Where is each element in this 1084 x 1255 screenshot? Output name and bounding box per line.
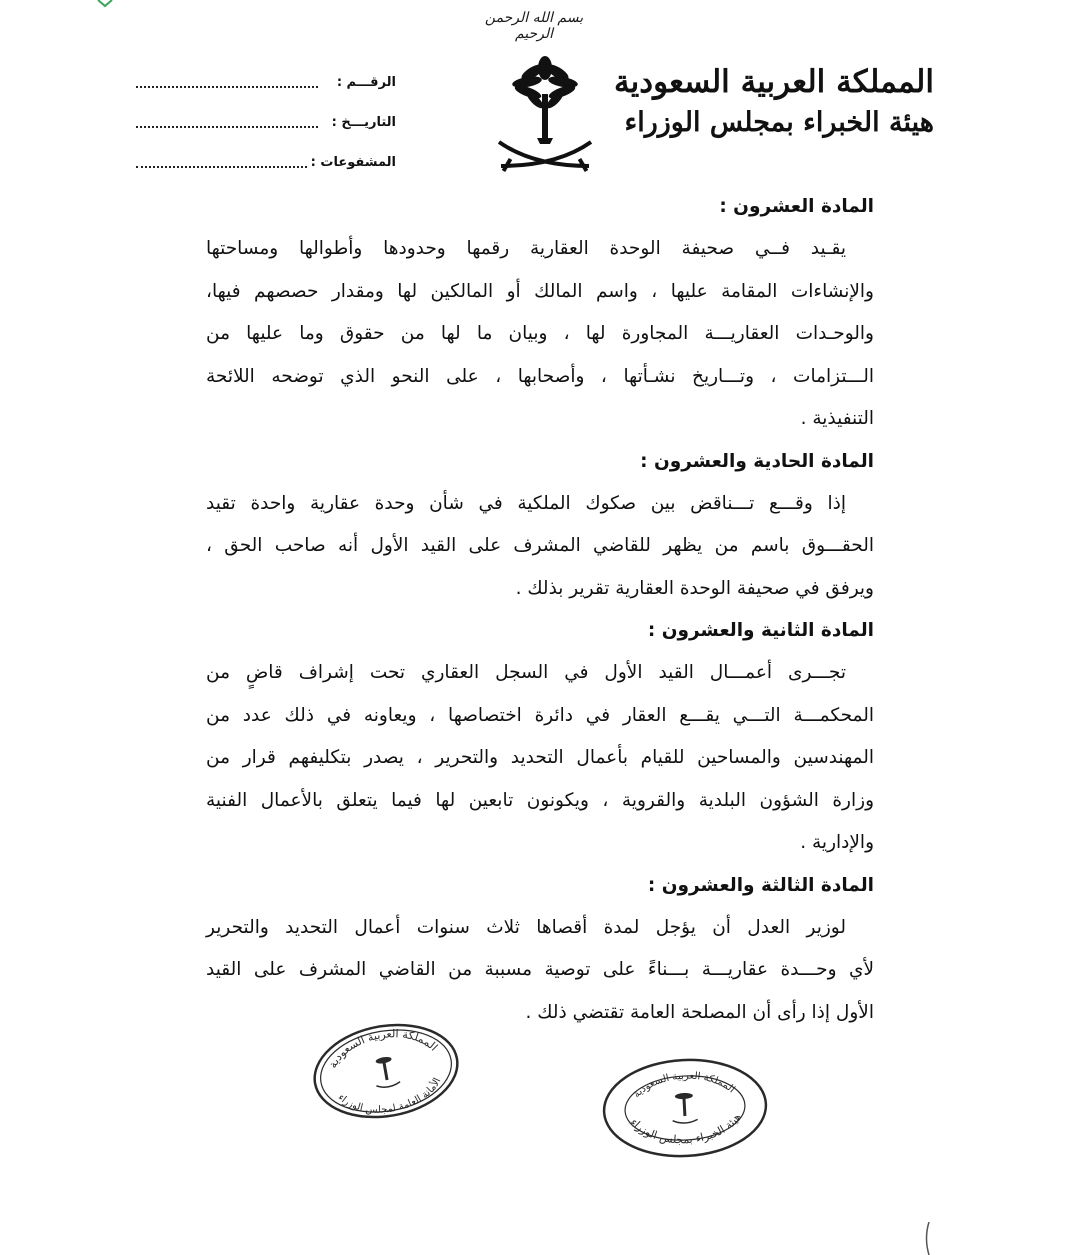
article-title: المادة العشرون :	[719, 196, 874, 217]
stamp-text: هيئة الخبراء بمجلس الوزراء	[627, 1110, 744, 1147]
ref-number-row	[136, 58, 396, 98]
article-line: تجـــرى أعمـــال القيد الأول في السجل العقاري تحت إشراف قاضٍ من	[206, 662, 846, 683]
article-line: يقـيد فــي صحيفة الوحدة العقارية رقمها وحدودها وأطوالها ومساحتها	[206, 238, 846, 259]
org-name-line1: المملكة العربية السعودية	[614, 64, 934, 100]
article-line: والإنشاءات المقامة عليها ، واسم المالك أو المالكين لها ومقدار حصصهم فيها،	[206, 280, 874, 302]
article-line: ويرفق في صحيفة الوحدة العقارية تقرير بذلك .	[515, 577, 874, 599]
org-name-line2: هيئة الخبراء بمجلس الوزراء	[624, 107, 934, 138]
article-line: لأي وحـــدة عقاريـــة بـــناءً على توصية مسببة من القاضي المشرف على القيد	[206, 959, 874, 980]
ref-date-label: التاريـــخ :	[331, 115, 396, 130]
ref-attachments-row	[136, 138, 396, 178]
official-stamp-experts	[597, 1052, 772, 1165]
article-line: الأول إذا رأى أن المصلحة العامة تقتضي ذلك .	[525, 1001, 874, 1023]
article-line: المهندسين والمساحين للقيام بأعمال التحديد والتحرير ، يصدر بتكليفهم قرار من	[206, 747, 874, 768]
article-line: التنفيذية .	[800, 408, 874, 429]
stamp-palm-icon	[372, 1055, 401, 1089]
article-line: إذا وقـــع تـــناقض بين صكوك الملكية في شأن وحدة عقارية واحدة تقيد	[206, 492, 846, 514]
article-title: المادة الثانية والعشرون :	[647, 620, 874, 641]
article-title: المادة الثالثة والعشرون :	[647, 874, 874, 896]
article-line: الـــتزامات ، وتـــاريخ نشـأتها ، وأصحابها ، على النحو الذي توضحه اللائحة	[206, 365, 874, 387]
stamp-text: المملكة العربية السعودية	[326, 1027, 441, 1071]
article-line: الحقـــوق باسم من يظهر للقاضي المشرف على القيد الأول أنه صاحب الحق ،	[206, 535, 874, 556]
ref-attachments-label: المشفوعات :	[310, 155, 396, 170]
article-22	[206, 610, 874, 865]
stamp-palm-icon	[671, 1092, 698, 1123]
ref-number-label: الرقـــم :	[336, 75, 396, 90]
ref-attachments-field	[136, 166, 307, 168]
stamp-text: المملكة العربية السعودية	[631, 1070, 737, 1101]
article-line: والوحـدات العقاريـــة المجاورة لها ، وبيان ما لها من حقوق وما عليها من	[206, 323, 874, 344]
article-20	[206, 186, 874, 441]
article-line: لوزير العدل أن يؤجل لمدة أقصاها ثلاث سنوات أعمال التحديد والتحرير	[206, 916, 846, 938]
ref-date-field	[136, 126, 318, 128]
ref-number-field	[136, 86, 318, 88]
article-line: والإدارية .	[800, 832, 874, 853]
document-body	[206, 186, 874, 1034]
svg-text:هيئة الخبراء بمجلس الوزراء	[627, 1110, 745, 1149]
organization-header	[614, 62, 934, 144]
corner-mark-icon	[96, 0, 114, 8]
article-23	[206, 865, 874, 1035]
article-title: المادة الحادية والعشرون :	[640, 450, 874, 472]
article-line: وزارة الشؤون البلدية والقروية ، ويكونون تابعين لها فيما يتعلق بالأعمال الفنية	[206, 789, 874, 811]
stamp-text: الأمانة العامة لمجلس الوزراء	[335, 1076, 444, 1116]
reference-block	[136, 58, 396, 178]
page-edge-mark-icon	[922, 1222, 936, 1255]
saudi-emblem-icon	[493, 54, 597, 176]
article-21	[206, 441, 874, 611]
basmala: بسم الله الرحمن الرحيم	[484, 10, 584, 42]
article-line: المحكمـــة التـــي يقـــع العقار في دائرة اختصاصها ، ويعاونه في ذلك عدد من	[206, 704, 874, 726]
ref-date-row	[136, 98, 396, 138]
